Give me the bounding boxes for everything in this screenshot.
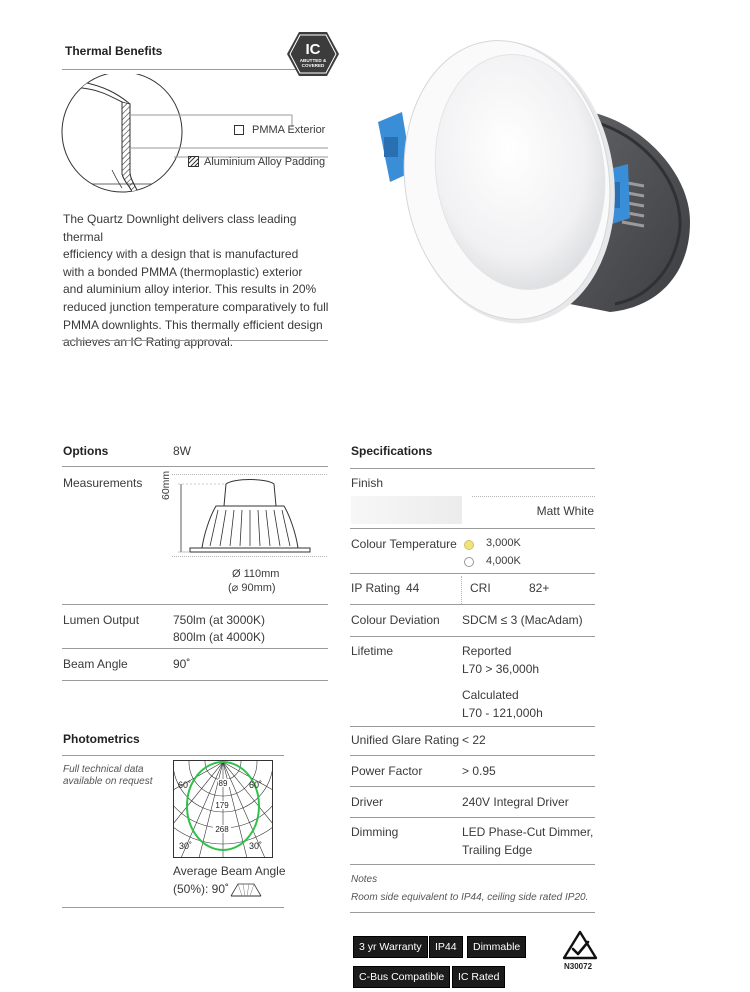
- beam-spread-icon: [229, 883, 263, 897]
- description-line: reduced junction temperature comparatively to full: [63, 299, 329, 314]
- beam-angle-label: Beam Angle: [63, 657, 128, 671]
- ip-rating-label: IP Rating: [351, 581, 401, 595]
- ic-badge-line2: COVERED: [301, 63, 325, 68]
- polar-photometric-chart: [173, 760, 273, 858]
- power-factor-value: > 0.95: [462, 764, 496, 778]
- ip-cri-separator: [461, 576, 462, 604]
- lifetime-reported-value: L70 > 36,000h: [462, 662, 540, 676]
- measurements-divider: [62, 604, 328, 605]
- pmma-exterior-swatch-icon: [234, 125, 244, 135]
- description-line: and aluminium alloy interior. This results in 20%: [63, 282, 317, 297]
- colour-deviation-value: SDCM ≤ 3 (MacAdam): [462, 613, 583, 627]
- description-line: efficiency with a design that is manufactured: [63, 247, 299, 262]
- lifetime-divider: [350, 726, 595, 727]
- finish-swatch: [351, 496, 462, 524]
- photometrics-title: Photometrics: [63, 732, 140, 746]
- options-header-divider: [62, 466, 328, 467]
- options-header-label: Options: [63, 444, 109, 458]
- colour-temp-3000k: 3,000K: [486, 537, 521, 549]
- beam-angle-caption-line2: (50%): 90˚: [173, 882, 230, 896]
- badge-ic-rated: IC Rated: [452, 966, 505, 988]
- ic-badge-text: IC: [305, 41, 321, 58]
- finish-label: Finish: [351, 476, 384, 490]
- photometrics-divider: [62, 755, 284, 756]
- dimming-value-line1: LED Phase-Cut Dimmer,: [462, 825, 594, 839]
- badge-warranty: 3 yr Warranty: [353, 936, 428, 958]
- lumen-value-3000k: 750lm (at 3000K): [173, 613, 266, 627]
- ugr-divider: [350, 755, 595, 756]
- lumen-value-4000k: 800lm (at 4000K): [173, 630, 266, 644]
- description-line: The Quartz Downlight delivers class leading thermal: [63, 212, 297, 244]
- photometrics-note-line1: Full technical data: [63, 764, 144, 775]
- ic-badge-line1: ABUTTED &: [299, 58, 327, 63]
- measurements-bottom-dots: [172, 556, 327, 557]
- dimming-value-line2: Trailing Edge: [462, 843, 533, 857]
- thermal-benefits-title: Thermal Benefits: [65, 44, 163, 58]
- polar-angle-30-right: 30˚: [249, 841, 263, 851]
- polar-angle-60-right: 60˚: [249, 780, 263, 790]
- legend-aluminium-padding: Aluminium Alloy Padding: [204, 156, 326, 168]
- deviation-divider: [350, 636, 595, 637]
- ip-divider: [350, 604, 595, 605]
- lumen-divider: [62, 648, 328, 649]
- description-line: with a bonded PMMA (thermoplastic) exterior: [63, 264, 303, 279]
- ugr-label: Unified Glare Rating: [351, 733, 460, 747]
- thermal-cross-section-diagram: [60, 74, 330, 198]
- colour-temperature-label: Colour Temperature: [351, 537, 457, 551]
- driver-label: Driver: [351, 795, 383, 809]
- colour-deviation-label: Colour Deviation: [351, 613, 440, 627]
- lifetime-calculated-label: Calculated: [462, 688, 519, 702]
- polar-angle-30-left: 30˚: [179, 841, 193, 851]
- power-factor-label: Power Factor: [351, 764, 423, 778]
- measurements-top-dots: [172, 474, 327, 475]
- lifetime-label: Lifetime: [351, 644, 394, 658]
- specifications-title: Specifications: [351, 444, 433, 458]
- beam-angle-value: 90˚: [173, 657, 191, 671]
- measurements-label: Measurements: [63, 476, 143, 490]
- badge-cbus: C-Bus Compatible: [353, 966, 450, 988]
- dimming-label: Dimming: [351, 825, 399, 839]
- description-line: PMMA downlights. This thermally efficient design: [63, 317, 323, 332]
- dimming-divider: [350, 864, 595, 865]
- notes-label: Notes: [351, 874, 378, 885]
- thermal-description: [63, 211, 338, 352]
- cri-value: 82+: [529, 581, 550, 595]
- colour-temp-4000k: 4,000K: [486, 555, 521, 567]
- lifetime-calculated-value: L70 - 121,000h: [462, 706, 543, 720]
- ip-rating-value: 44: [406, 581, 420, 595]
- colour-temp-divider: [350, 573, 595, 574]
- badge-ip44: IP44: [429, 936, 463, 958]
- polar-value-89: 89: [218, 779, 228, 788]
- ugr-value: < 22: [462, 733, 486, 747]
- polar-angle-60-left: 60˚: [178, 780, 192, 790]
- pf-divider: [350, 786, 595, 787]
- rcm-compliance-icon: [562, 930, 598, 960]
- polar-value-268: 268: [215, 825, 229, 834]
- diameter-dimension: Ø 110mm: [232, 568, 280, 580]
- description-line: achieves an IC Rating approval.: [63, 335, 234, 350]
- warm-colour-dot-icon: [464, 540, 474, 550]
- photometrics-note-line2: available on request: [63, 776, 153, 787]
- beam-divider: [62, 680, 328, 681]
- cool-colour-dot-icon: [464, 557, 474, 567]
- description-divider: [62, 340, 328, 341]
- cri-label: CRI: [470, 581, 491, 595]
- finish-divider: [350, 528, 595, 529]
- cutout-dimension: (⌀ 90mm): [228, 582, 276, 594]
- options-header-value: 8W: [173, 444, 191, 458]
- specs-header-divider: [350, 468, 595, 469]
- beam-angle-caption-line1: Average Beam Angle: [173, 864, 286, 878]
- downlight-product-image: [360, 22, 700, 342]
- photometrics-bottom-divider: [62, 907, 284, 908]
- finish-value: Matt White: [536, 504, 594, 518]
- driver-value: 240V Integral Driver: [462, 795, 569, 809]
- aluminium-hatch-swatch-icon: [188, 156, 199, 167]
- downlight-dimension-drawing: [172, 476, 328, 560]
- notes-divider: [350, 912, 595, 913]
- polar-value-179: 179: [215, 801, 229, 810]
- driver-divider: [350, 817, 595, 818]
- lumen-output-label: Lumen Output: [63, 613, 140, 627]
- rcm-code: N30072: [564, 962, 593, 971]
- height-dimension: 60mm: [160, 470, 172, 500]
- ic-badge-icon: [285, 30, 341, 78]
- lifetime-reported-label: Reported: [462, 644, 512, 658]
- legend-pmma-exterior: PMMA Exterior: [252, 124, 326, 136]
- badge-dimmable: Dimmable: [467, 936, 526, 958]
- notes-text: Room side equivalent to IP44, ceiling side rated IP20.: [351, 892, 589, 903]
